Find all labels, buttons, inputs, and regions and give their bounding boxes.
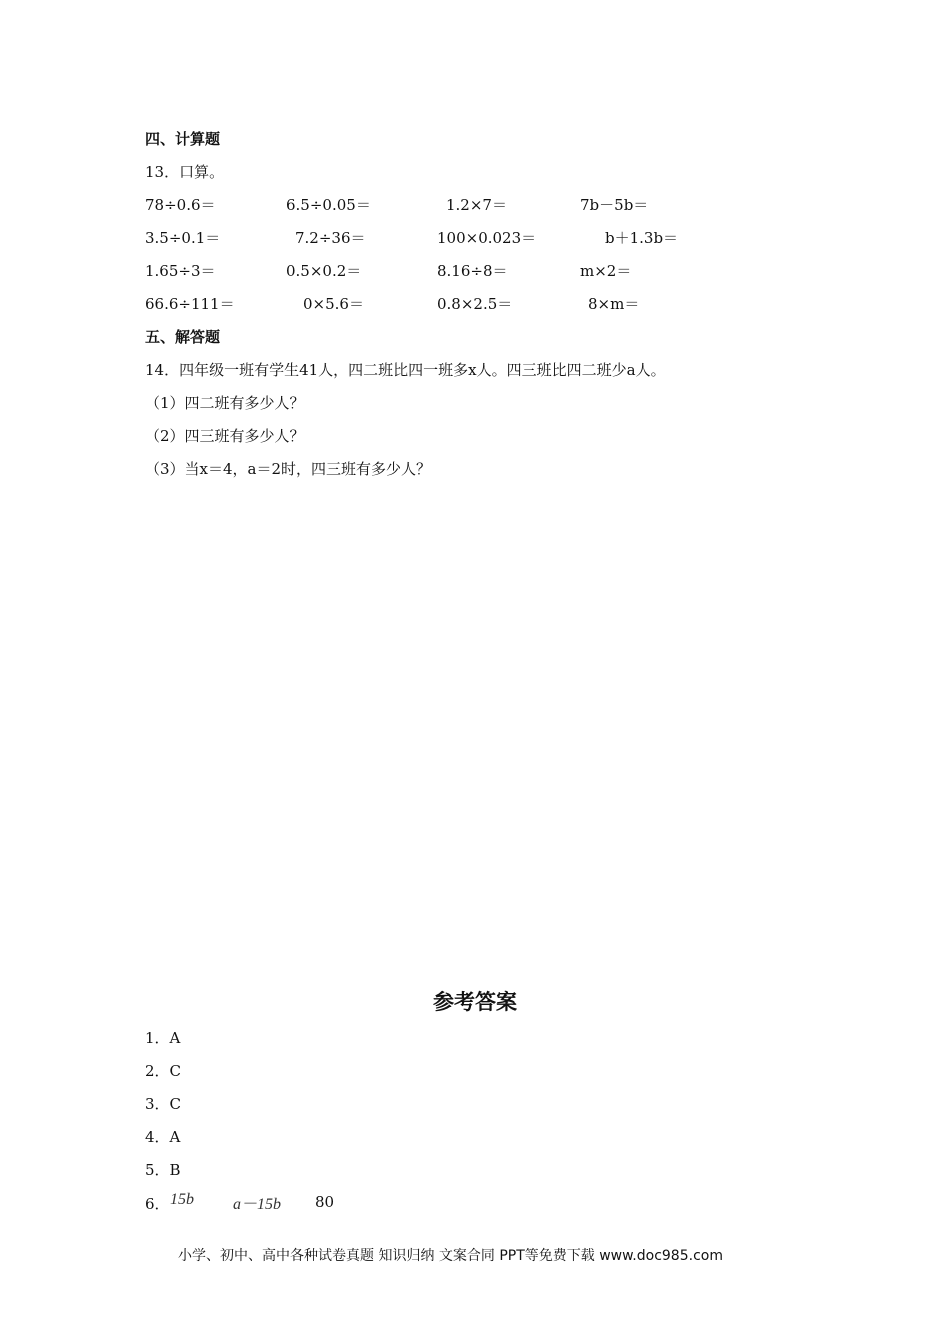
calc-item: 1.65÷3＝ — [145, 262, 216, 280]
calc-item: 100×0.023＝ — [437, 229, 537, 247]
calc-item: 0×5.6＝ — [303, 295, 364, 313]
calc-item: 78÷0.6＝ — [145, 196, 216, 214]
answer-item: 5．B — [145, 1161, 181, 1179]
calc-item: 8×m＝ — [588, 295, 640, 313]
question-14-part-3: （3）当x＝4，a＝2时，四三班有多少人？ — [145, 460, 432, 478]
calc-item: 0.5×0.2＝ — [286, 262, 362, 280]
calc-item: 8.16÷8＝ — [437, 262, 508, 280]
calc-item: 7b－5b＝ — [580, 196, 649, 214]
calc-item: 66.6÷111＝ — [145, 295, 235, 313]
answer-item-6-value-a: 15b — [170, 1191, 194, 1208]
calc-item: 1.2×7＝ — [446, 196, 507, 214]
question-14-part-1: （1）四二班有多少人？ — [145, 394, 305, 412]
calc-item: 0.8×2.5＝ — [437, 295, 513, 313]
calc-item: 3.5÷0.1＝ — [145, 229, 221, 247]
answer-item-6-value-b: a－15b — [233, 1196, 282, 1213]
question-14-part-2: （2）四三班有多少人？ — [145, 427, 305, 445]
section-heading-word-problems: 五、解答题 — [145, 328, 221, 346]
question-14-stem: 14．四年级一班有学生41人，四二班比四一班多x人。四三班比四二班少a人。 — [145, 361, 666, 379]
page-footer: 小学、初中、高中各种试卷真题 知识归纳 文案合同 PPT等免费下载 www.doc985.com — [178, 1248, 723, 1264]
calc-item: m×2＝ — [580, 262, 632, 280]
answer-key-title: 参考答案 — [433, 990, 517, 1014]
answer-item: 2．C — [145, 1062, 182, 1080]
calc-item: b＋1.3b＝ — [605, 229, 679, 247]
answer-item-6-number: 6． — [145, 1195, 170, 1213]
answer-item: 3．C — [145, 1095, 182, 1113]
answer-item-6-value-c: 80 — [315, 1193, 335, 1211]
calc-item: 7.2÷36＝ — [295, 229, 366, 247]
question-13-stem: 13．口算。 — [145, 163, 225, 181]
section-heading-calculation: 四、计算题 — [145, 130, 221, 148]
calc-item: 6.5÷0.05＝ — [286, 196, 371, 214]
answer-item: 1．A — [145, 1029, 181, 1047]
answer-item: 4．A — [145, 1128, 181, 1146]
